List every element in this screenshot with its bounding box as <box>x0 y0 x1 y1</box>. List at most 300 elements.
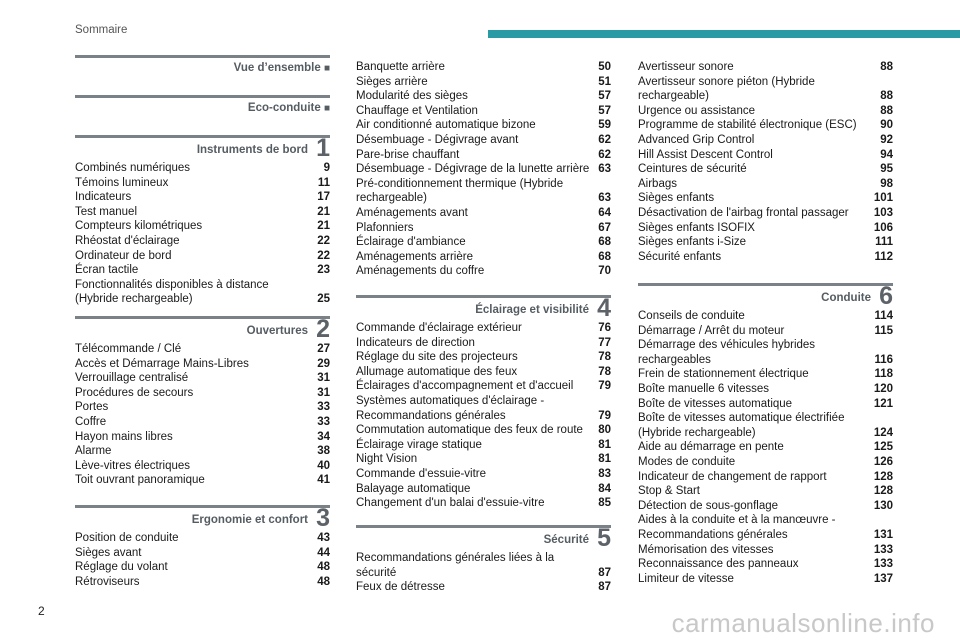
toc-entry-page: 121 <box>873 397 893 410</box>
toc-entry-page: 83 <box>598 467 611 480</box>
section-title <box>544 534 589 546</box>
section-rule <box>356 525 611 528</box>
toc-entry-page: 27 <box>317 343 330 355</box>
toc-entry-page: 90 <box>880 119 893 132</box>
toc-entry-title: Éclairage virage statique <box>356 438 482 451</box>
toc-entry[interactable] <box>638 162 893 177</box>
toc-entry-list <box>356 551 611 595</box>
section-title-text: Éclairage et visibilité <box>475 304 589 316</box>
section-title <box>192 514 308 526</box>
toc-entry-page: 63 <box>598 163 611 176</box>
toc-entry[interactable] <box>638 118 893 133</box>
toc-entry-page: 81 <box>598 438 611 451</box>
toc-entry-title: Sécurité enfants <box>638 250 722 263</box>
toc-entry[interactable] <box>638 338 893 367</box>
toc-entry[interactable] <box>638 235 893 250</box>
toc-entry-title: Changement d'un balai d'essuie-vitre <box>356 497 545 510</box>
toc-entry-page: 48 <box>317 561 330 574</box>
toc-entry[interactable] <box>638 543 893 558</box>
section-title-text: Ergonomie et confort <box>191 514 308 526</box>
toc-entry-title: Ceintures de sécurité <box>638 163 747 176</box>
toc-entry[interactable] <box>638 397 893 412</box>
section-bullet: ■ <box>323 63 330 74</box>
toc-entry[interactable] <box>356 75 611 90</box>
toc-entry-title: Plafonniers <box>356 221 414 234</box>
toc-entry-page: 11 <box>317 176 330 189</box>
page-number: 2 <box>38 604 45 618</box>
toc-entry-title: Réglage du site des projecteurs <box>356 351 518 364</box>
toc-entry-page: 77 <box>598 336 611 349</box>
toc-entry-page: 62 <box>598 148 611 161</box>
toc-entry-title: Lève-vitres électriques <box>75 459 191 472</box>
toc-entry[interactable] <box>356 452 611 467</box>
toc-entry-title: Rhéostat d'éclairage <box>75 234 180 247</box>
section-header <box>75 55 330 81</box>
toc-entry-page: 115 <box>874 324 893 337</box>
toc-entry-title: Pré-conditionnement thermique (Hybride rechargeable) <box>356 177 564 205</box>
toc-entry-page: 88 <box>880 61 893 73</box>
toc-entry-title: Éclairages d'accompagnement et d'accueil <box>356 380 574 393</box>
toc-entry[interactable] <box>638 470 893 485</box>
toc-entry-page: 48 <box>317 575 330 588</box>
toc-entry[interactable] <box>356 133 611 148</box>
section-header <box>356 295 611 321</box>
toc-entry-title: Détection de sous-gonflage <box>638 499 779 512</box>
toc-entry[interactable] <box>75 176 330 191</box>
toc-entry-title: Commutation automatique des feux de route <box>356 424 583 437</box>
toc-entry[interactable] <box>356 162 611 177</box>
toc-entry-page: 64 <box>598 206 611 219</box>
toc-entry-page: 33 <box>317 401 330 414</box>
toc-entry[interactable] <box>638 499 893 514</box>
toc-entry[interactable] <box>638 484 893 499</box>
toc-entry-page: 85 <box>598 497 611 510</box>
toc-entry[interactable] <box>75 278 330 307</box>
toc-entry-title: Télécommande / Clé <box>75 343 182 355</box>
toc-entry-title: Allumage automatique des feux <box>356 365 518 378</box>
toc-entry[interactable] <box>356 60 611 75</box>
toc-entry-title: Conseils de conduite <box>638 310 745 322</box>
toc-entry-page: 98 <box>880 177 893 190</box>
toc-entry[interactable] <box>356 482 611 497</box>
toc-entry-page: 80 <box>598 424 611 437</box>
toc-entry-title: Modes de conduite <box>638 455 736 468</box>
toc-entry-page: 76 <box>598 322 611 334</box>
toc-entry[interactable] <box>638 309 893 324</box>
toc-entry-title: Systèmes automatiques d'éclairage - Recommandations générales <box>356 394 545 422</box>
toc-entry-page: 59 <box>598 119 611 132</box>
toc-entry[interactable] <box>638 75 893 104</box>
toc-entry-page: 25 <box>317 293 330 306</box>
toc-entry-title: Démarrage / Arrêt du moteur <box>638 324 785 337</box>
toc-entry[interactable] <box>638 104 893 119</box>
toc-entry-title: Balayage automatique <box>356 482 471 495</box>
toc-entry-list <box>75 161 330 307</box>
toc-entry[interactable] <box>75 371 330 386</box>
toc-entry[interactable] <box>638 455 893 470</box>
toc-entry-page: 78 <box>598 351 611 364</box>
toc-entry-title: Ordinateur de bord <box>75 249 172 262</box>
toc-entry-title: Advanced Grip Control <box>638 133 755 146</box>
section-number: 6 <box>879 282 893 310</box>
toc-entry-page: 124 <box>873 426 893 439</box>
toc-entry[interactable] <box>638 191 893 206</box>
toc-entry-title: Airbags <box>638 177 677 190</box>
toc-entry[interactable] <box>75 546 330 561</box>
toc-entry[interactable] <box>75 386 330 401</box>
watermark: carmanualsonline.info <box>671 608 935 638</box>
toc-entry[interactable] <box>356 118 611 133</box>
toc-entry-page: 112 <box>874 250 893 263</box>
toc-entry-page: 111 <box>875 236 893 249</box>
toc-entry-page: 43 <box>317 532 330 544</box>
section-title <box>234 62 330 74</box>
toc-entry[interactable] <box>75 219 330 234</box>
toc-entry-title: Accès et Démarrage Mains-Libres <box>75 357 249 370</box>
toc-entry[interactable] <box>356 235 611 250</box>
section-title-text: Conduite <box>821 292 871 304</box>
toc-entry[interactable] <box>356 350 611 365</box>
toc-entry[interactable] <box>356 104 611 119</box>
header-accent-bar <box>488 30 960 38</box>
toc-entry-page: 128 <box>873 485 893 498</box>
section-number: 4 <box>597 294 611 322</box>
toc-entry[interactable] <box>638 324 893 339</box>
toc-entry-title: Recommandations générales liées à la sécurité <box>356 552 555 579</box>
toc-entry[interactable] <box>75 234 330 249</box>
toc-entry-page: 79 <box>598 409 611 422</box>
toc-entry[interactable] <box>356 438 611 453</box>
toc-entry[interactable] <box>75 459 330 474</box>
section-number: 3 <box>316 504 330 532</box>
section-header <box>75 95 330 121</box>
toc-entry-title: Banquette arrière <box>356 61 445 73</box>
toc-entry-page: 137 <box>873 572 893 585</box>
toc-entry-title: Aide au démarrage en pente <box>638 441 784 454</box>
toc-entry-title: Stop & Start <box>638 485 701 498</box>
toc-entry-title: Hill Assist Descent Control <box>638 148 773 161</box>
toc-entry-title: Indicateur de changement de rapport <box>638 470 827 483</box>
toc-entry-title: Feux de détresse <box>356 581 445 594</box>
toc-entry-title: Frein de stationnement électrique <box>638 368 809 381</box>
toc-entry[interactable] <box>638 440 893 455</box>
toc-entry[interactable] <box>75 430 330 445</box>
section-number: 5 <box>597 524 611 552</box>
toc-entry-title: Écran tactile <box>75 264 139 277</box>
toc-entry-title: Désembuage - Dégivrage de la lunette arrière <box>356 163 590 176</box>
toc-entry[interactable] <box>356 89 611 104</box>
section-title-text: Ouvertures <box>246 325 308 337</box>
toc-entry[interactable] <box>75 531 330 546</box>
section-title <box>248 102 330 114</box>
toc-entry-page: 17 <box>317 191 330 204</box>
toc-entry-page: 9 <box>323 162 330 174</box>
toc-entry-title: Toit ouvrant panoramique <box>75 474 205 487</box>
toc-entry-page: 130 <box>873 499 893 512</box>
toc-entry-page: 81 <box>598 453 611 466</box>
toc-entry[interactable] <box>356 177 611 206</box>
section-rule <box>356 295 611 298</box>
toc-entry[interactable] <box>75 263 330 278</box>
toc-entry-title: Éclairage d'ambiance <box>356 236 466 249</box>
section-rule <box>75 55 330 58</box>
toc-entry[interactable] <box>638 60 893 75</box>
toc-entry[interactable] <box>638 572 893 587</box>
section-number: 2 <box>316 315 330 343</box>
section-header <box>75 505 330 531</box>
toc-entry[interactable] <box>638 367 893 382</box>
toc-entry-page: 78 <box>598 365 611 378</box>
toc-entry-page: 68 <box>598 250 611 263</box>
toc-entry[interactable] <box>638 557 893 572</box>
toc-entry-page: 94 <box>880 148 893 161</box>
toc-section-continued <box>356 60 611 279</box>
toc-entry-page: 21 <box>317 220 330 233</box>
toc-entry-title: Désactivation de l'airbag frontal passager <box>638 206 849 219</box>
toc-entry-page: 44 <box>317 546 330 559</box>
section-title <box>197 144 308 156</box>
toc-entry-page: 33 <box>317 415 330 428</box>
toc-entry-list <box>638 309 893 586</box>
toc-entry-title: Mémorisation des vitesses <box>638 543 774 556</box>
toc-entry-title: Commande d'essuie-vitre <box>356 467 487 480</box>
section-title-text: Sécurité <box>543 534 589 546</box>
toc-entry-title: Verrouillage centralisé <box>75 372 189 385</box>
toc-section <box>638 283 893 586</box>
toc-entry-title: Compteurs kilométriques <box>75 220 203 233</box>
toc-section <box>75 505 330 589</box>
section-rule <box>75 95 330 98</box>
toc-entry-title: Coffre <box>75 415 107 428</box>
toc-entry[interactable] <box>638 148 893 163</box>
toc-entry-title: Procédures de secours <box>75 386 194 399</box>
toc-entry-title: Programme de stabilité électronique (ESC) <box>638 119 857 132</box>
section-header <box>638 283 893 309</box>
toc-entry-page: 114 <box>874 310 893 322</box>
toc-entry-title: Combinés numériques <box>75 162 191 174</box>
toc-entry[interactable] <box>638 221 893 236</box>
toc-entry[interactable] <box>356 250 611 265</box>
toc-entry[interactable] <box>75 400 330 415</box>
section-rule <box>75 316 330 319</box>
toc-entry-title: Aides à la conduite et à la manœuvre - Recommandations générales <box>638 514 836 541</box>
toc-entry-page: 67 <box>598 221 611 234</box>
toc-entry-title: Aménagements avant <box>356 206 468 219</box>
section-rule <box>75 135 330 138</box>
toc-entry-page: 29 <box>317 357 330 370</box>
toc-entry-title: Modularité des sièges <box>356 90 468 103</box>
toc-entry[interactable] <box>356 580 611 595</box>
toc-section-continued <box>638 60 893 264</box>
toc-entry-page: 131 <box>873 528 893 541</box>
toc-entry-page: 120 <box>873 382 893 395</box>
toc-entry-page: 31 <box>317 372 330 385</box>
toc-entry-title: Sièges enfants i-Size <box>638 236 747 249</box>
toc-section <box>75 135 330 307</box>
toc-entry-title: Sièges enfants ISOFIX <box>638 221 755 234</box>
toc-entry-page: 70 <box>598 265 611 278</box>
toc-entry-page: 22 <box>317 234 330 247</box>
section-title <box>821 292 871 304</box>
toc-entry-page: 106 <box>873 221 893 234</box>
toc-entry-title: Chauffage et Ventilation <box>356 104 478 117</box>
toc-entry[interactable] <box>356 379 611 394</box>
toc-entry[interactable] <box>638 177 893 192</box>
toc-entry-title: Boîte de vitesses automatique électrifiée (Hybride rechargeable) <box>638 412 845 439</box>
toc-entry[interactable] <box>638 133 893 148</box>
toc-entry-title: Désembuage - Dégivrage avant <box>356 133 519 146</box>
toc-section <box>75 55 330 81</box>
section-header <box>356 525 611 551</box>
toc-entry[interactable] <box>638 411 893 440</box>
toc-entry-page: 133 <box>873 558 893 571</box>
toc-entry[interactable] <box>356 148 611 163</box>
section-title <box>475 304 589 316</box>
section-header <box>75 316 330 342</box>
toc-entry-list <box>356 60 611 279</box>
toc-entry-title: Portes <box>75 401 109 414</box>
toc-entry-title: Boîte manuelle 6 vitesses <box>638 382 770 395</box>
toc-section <box>356 525 611 595</box>
toc-entry-page: 34 <box>317 430 330 443</box>
toc-entry[interactable] <box>356 336 611 351</box>
toc-entry-title: Sièges arrière <box>356 75 428 88</box>
toc-entry[interactable] <box>75 161 330 176</box>
toc-entry[interactable] <box>75 444 330 459</box>
toc-entry[interactable] <box>638 250 893 265</box>
section-title <box>247 325 308 337</box>
toc-entry-title: Sièges enfants <box>638 192 715 205</box>
toc-entry[interactable] <box>356 467 611 482</box>
toc-entry-page: 84 <box>598 482 611 495</box>
toc-entry-page: 40 <box>317 459 330 472</box>
toc-entry[interactable] <box>638 513 893 542</box>
toc-entry[interactable] <box>356 394 611 423</box>
toc-entry-page: 88 <box>880 90 893 103</box>
section-rule <box>638 283 893 286</box>
toc-entry-title: Alarme <box>75 445 112 458</box>
toc-entry-page: 133 <box>873 543 893 556</box>
toc-entry[interactable] <box>75 249 330 264</box>
toc-entry-title: Sièges avant <box>75 546 142 559</box>
section-number: 1 <box>316 134 330 162</box>
toc-entry-page: 38 <box>317 445 330 458</box>
toc-entry-list <box>75 342 330 488</box>
toc-entry-title: Avertisseur sonore piéton (Hybride rechargeable) <box>638 75 815 103</box>
section-title-text: Vue d’ensemble <box>233 62 321 74</box>
toc-entry-title: Limiteur de vitesse <box>638 572 734 585</box>
toc-entry-title: Hayon mains libres <box>75 430 173 443</box>
toc-entry[interactable] <box>75 473 330 488</box>
toc-entry[interactable] <box>356 496 611 511</box>
toc-entry[interactable] <box>356 264 611 279</box>
toc-entry-title: Test manuel <box>75 205 138 218</box>
toc-entry-title: Réglage du volant <box>75 561 168 574</box>
toc-entry-title: Position de conduite <box>75 532 179 544</box>
toc-entry-title: Fonctionnalités disponibles à distance (Hybride rechargeable) <box>75 278 269 306</box>
toc-entry-page: 87 <box>598 566 611 579</box>
toc-entry[interactable] <box>75 205 330 220</box>
toc-section <box>75 316 330 488</box>
toc-entry-page: 128 <box>873 470 893 483</box>
toc-entry-title: Night Vision <box>356 453 418 466</box>
toc-entry[interactable] <box>75 357 330 372</box>
toc-entry-page: 62 <box>598 133 611 146</box>
toc-entry-title: Reconnaissance des panneaux <box>638 558 799 571</box>
toc-entry[interactable] <box>356 423 611 438</box>
toc-entry-page: 87 <box>598 581 611 594</box>
toc-entry[interactable] <box>75 415 330 430</box>
toc-entry-page: 63 <box>598 192 611 205</box>
toc-entry[interactable] <box>356 365 611 380</box>
toc-entry[interactable] <box>356 221 611 236</box>
toc-entry-page: 126 <box>873 455 893 468</box>
toc-entry[interactable] <box>75 560 330 575</box>
toc-entry-title: Indicateurs <box>75 191 132 204</box>
toc-entry-title: Aménagements arrière <box>356 250 473 263</box>
toc-entry[interactable] <box>75 190 330 205</box>
toc-entry[interactable] <box>356 321 611 336</box>
toc-entry-title: Aménagements du coffre <box>356 265 485 278</box>
toc-entry-title: Air conditionné automatique bizone <box>356 119 536 132</box>
toc-entry-title: Indicateurs de direction <box>356 336 475 349</box>
toc-entry-page: 103 <box>873 206 893 219</box>
toc-entry-title: Commande d'éclairage extérieur <box>356 322 522 334</box>
toc-entry-page: 95 <box>880 163 893 176</box>
toc-entry-title: Rétroviseurs <box>75 575 140 588</box>
toc-entry-title: Témoins lumineux <box>75 176 169 189</box>
toc-entry-title: Urgence ou assistance <box>638 104 755 117</box>
toc-entry[interactable] <box>638 206 893 221</box>
toc-entry-page: 50 <box>598 61 611 73</box>
toc-section <box>75 95 330 121</box>
section-title-text: Eco-conduite <box>247 102 321 114</box>
toc-entry-list <box>638 60 893 264</box>
toc-entry-page: 88 <box>880 104 893 117</box>
section-rule <box>75 505 330 508</box>
toc-entry-page: 101 <box>873 192 893 205</box>
toc-entry-page: 21 <box>317 205 330 218</box>
toc-entry-list <box>356 321 611 511</box>
toc-entry-page: 22 <box>317 249 330 262</box>
toc-entry-title: Boîte de vitesses automatique <box>638 397 793 410</box>
toc-entry-title: Démarrage des véhicules hybrides rechargeables <box>638 339 816 366</box>
toc-entry-page: 23 <box>317 264 330 277</box>
toc-entry-list <box>75 531 330 589</box>
toc-entry-page: 116 <box>874 353 893 366</box>
toc-entry[interactable] <box>75 575 330 590</box>
section-bullet: ■ <box>323 103 330 114</box>
toc-entry-page: 118 <box>874 368 893 381</box>
section-title-text: Instruments de bord <box>196 144 308 156</box>
toc-entry-page: 57 <box>598 90 611 103</box>
toc-entry-title: Pare-brise chauffant <box>356 148 460 161</box>
toc-entry-page: 92 <box>880 133 893 146</box>
toc-entry[interactable] <box>638 382 893 397</box>
header-label: Sommaire <box>75 24 128 36</box>
toc-section <box>356 295 611 511</box>
toc-entry-page: 68 <box>598 236 611 249</box>
toc-entry-page: 57 <box>598 104 611 117</box>
toc-entry-title: Avertisseur sonore <box>638 61 734 73</box>
toc-entry[interactable] <box>356 206 611 221</box>
toc-entry-page: 31 <box>317 386 330 399</box>
toc-entry[interactable] <box>75 342 330 357</box>
toc-entry[interactable] <box>356 551 611 580</box>
toc-entry-page: 51 <box>598 75 611 88</box>
section-header <box>75 135 330 161</box>
toc-entry-page: 41 <box>317 474 330 487</box>
